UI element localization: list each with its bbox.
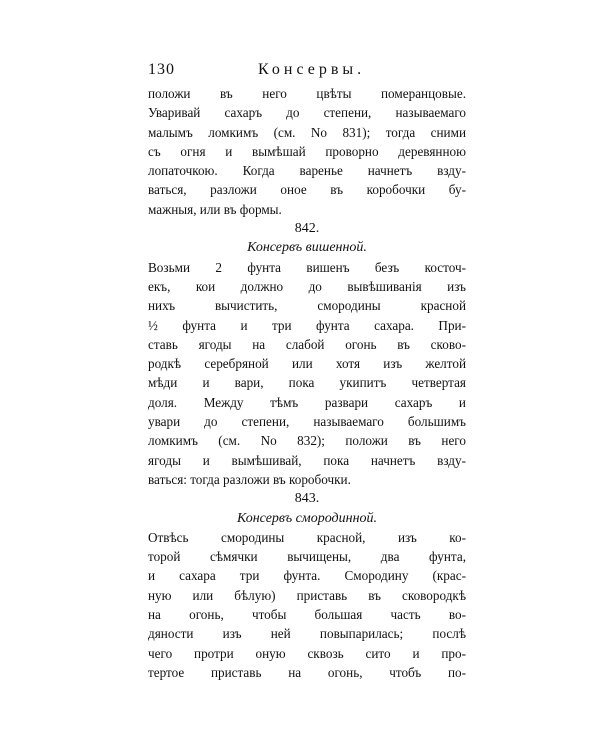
text-line: на огонь, чтобы большая часть во- [148,607,466,623]
text-line: малымъ ломкимъ (см. No 831); тогда сними [148,124,466,140]
text-line: нихъ вычистить, смородины красной [148,298,466,314]
text-line: мѣди и вари, пока укипитъ четвертая [148,375,466,391]
text-line: дяности изъ ней повыпарилась; послѣ [148,626,466,642]
text-line: торой сѣмячки вычищены, два фунта, [148,549,466,565]
book-page [148,58,466,682]
text-line: съ огня и вымѣшай проворно деревянною [148,143,466,159]
text-line: и сахара три фунта. Смородину (крас- [148,568,466,584]
text-line: лопаточкою. Когда варенье начнетъ взду- [148,163,466,179]
text-line: Возьми 2 фунта вишенъ безъ косточ- [148,259,466,275]
recipe-paragraph-843 [148,528,466,682]
recipe-title-842: Консервъ вишенной. [247,240,367,256]
recipe-number-842: 842. [294,221,320,237]
continued-paragraph [148,84,466,219]
recipe-title-843: Консервъ смородинной. [236,510,378,526]
text-line: мажныя, или въ формы. [148,201,282,217]
text-line: ваться, разложи оное въ коробочки бу- [148,182,466,198]
text-line: Уваривай сахаръ до степени, называемаго [148,105,466,121]
text-line: положи въ него цвѣты померанцовые. [148,86,466,101]
text-line: ную или бѣлую) приставь въ сковородкѣ [148,587,466,603]
text-line: родкѣ серебряной или хотя изъ желтой [148,356,466,372]
text-line: ½ фунта и три фунта сахара. При- [148,317,466,333]
text-line: увари до степени, называемаго большимъ [148,414,466,430]
page-number: 130 [148,61,175,78]
page-header [148,58,466,84]
running-head: Консервы. [258,61,366,78]
text-line: ягоды и вымѣшивай, пока начнетъ взду- [148,452,466,468]
text-line: екъ, кои должно до вывѣшиванія изъ [148,278,466,294]
text-line: Отвѣсь смородины красной, изъ ко- [148,529,466,545]
text-line: ставь ягоды на слабой огонь въ сково- [148,336,466,352]
text-line: доля. Между тѣмъ развари сахаръ и [148,394,466,410]
text-line: ваться: тогда разложи въ коробочки. [148,471,351,487]
recipe-paragraph-842 [148,258,466,490]
text-line: тертое приставь на огонь, чтобъ по- [148,664,466,680]
text-line: ломкимъ (см. No 832); положи въ него [148,433,466,449]
recipe-number-843: 843. [294,491,320,507]
text-line: чего протри оную сквозь сито и про- [148,645,466,661]
